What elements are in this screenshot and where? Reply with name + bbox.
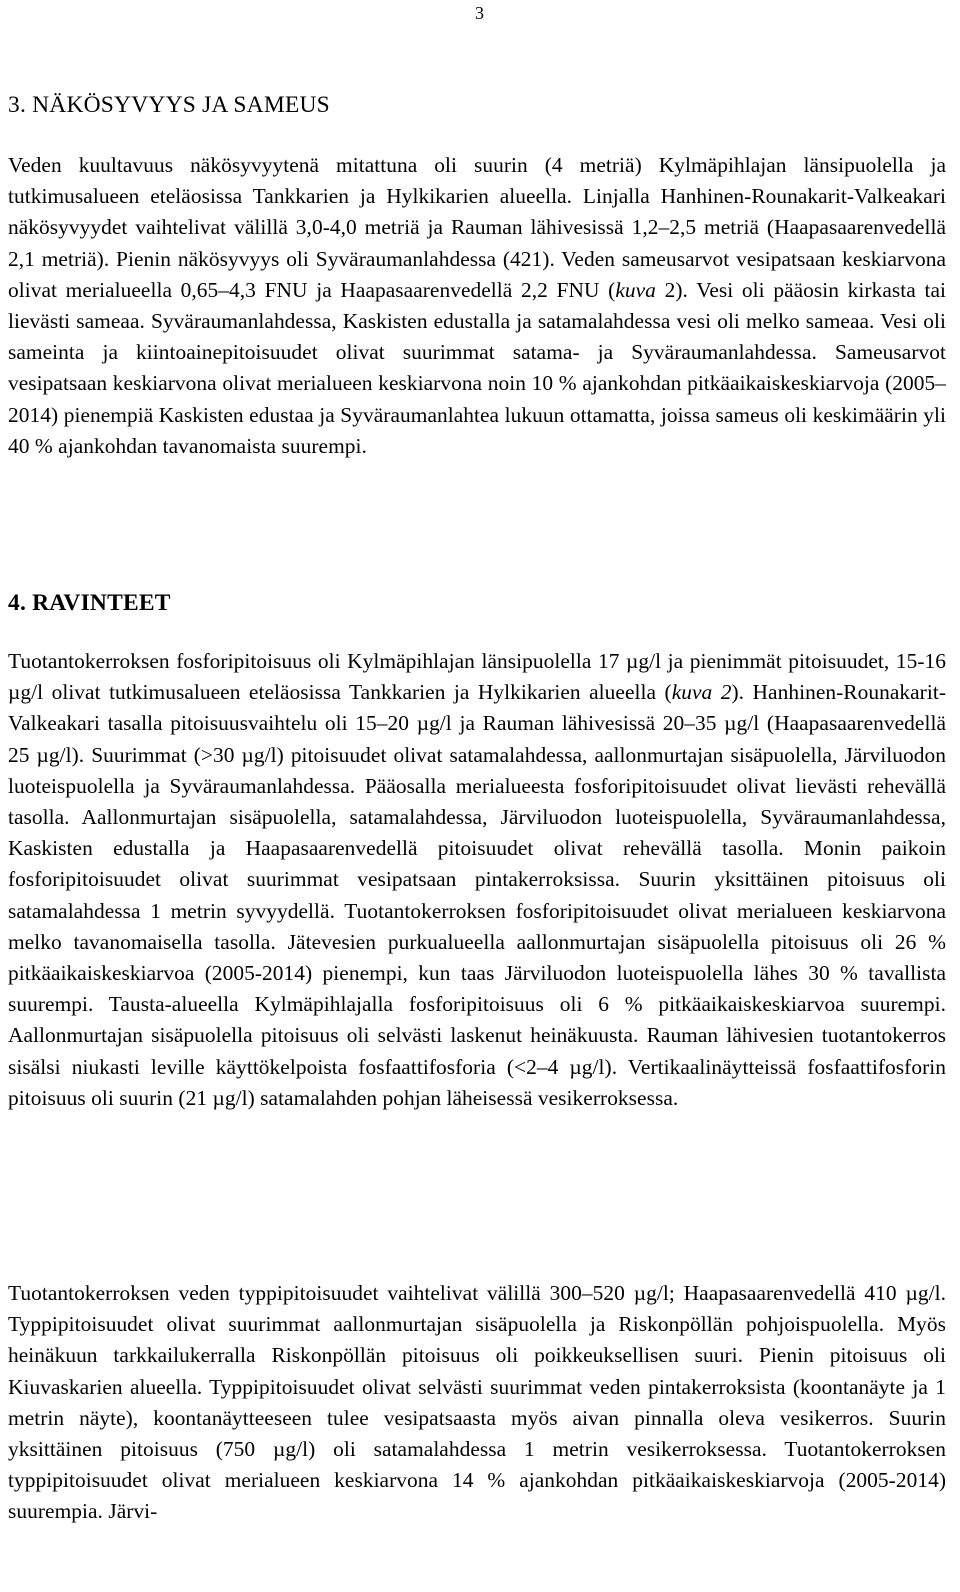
section-heading-ravinteet: 4. RAVINTEET xyxy=(8,590,171,616)
paragraph-text: ). Hanhinen-Rounakarit-Valkeakari tasalla pitoisuusvaihtelu oli 15–20 µg/l ja Rauman lähivesissä 20–35 µg/l (Haapasaarenvedellä 25 µg/l). Suurimmat (>30 µg/l) pitoisuudet olivat satamalahdessa, aallonmurtajan sisäpuolella, Järviluodon luoteispuolella ja Syväraumanlahdessa. Pääosalla merialueesta fosforipitoisuudet olivat lievästi rehevällä tasolla. Aallonmurtajan sisäpuolella, satamalahdessa, Järviluodon luoteispuolella, Syväraumanlahdessa, Kaskisten edustalla ja Haapasaarenvedellä pitoisuudet olivat rehevällä tasolla. Monin paikoin fosforipitoisuudet olivat suurimmat vesipatsaan pintakerroksissa. Suurin yksittäinen pitoisuus oli satamalahdessa 1 metrin syvyydellä. Tuotantokerroksen fosforipitoisuudet olivat merialueen keskiarvona melko tavanomaisella tasolla. Jätevesien purkualueella aallonmurtajan sisäpuolella pitoisuus oli 26 % pitkäaikaiskeskiarvoa (2005-2014) pienempi, kun taas Järviluodon luoteispuolella lähes 30 % tavallista suurempi. Tausta-alueella Kylmäpihlajalla fosforipitoisuus oli 6 % pitkäaikaiskeskiarvoa suurempi. Aallonmurtajan sisäpuolella pitoisuus oli selvästi laskenut heinäkuusta. Rauman lähivesien tuotantokerros sisälsi niukasti leville käyttökelpoista fosfaattifosforia (<2–4 µg/l). Vertikaalinäytteissä fosfaattifosforin pitoisuus oli suurin (21 µg/l) satamalahden pohjan läheisessä vesikerroksessa. xyxy=(8,680,946,1110)
figure-reference: kuva xyxy=(615,277,656,302)
document-page xyxy=(8,0,946,1592)
paragraph-typpi: Tuotantokerroksen veden typpipitoisuudet vaihtelivat välillä 300–520 µg/l; Haapasaarenvedellä 410 µg/l. Typpipitoisuudet olivat suurimmat aallonmurtajan sisäpuolella ja Riskonpöllän pohjoispuolella. Myös heinäkuun tarkkailukerralla Riskonpöllän pitoisuus oli poikkeuksellisen suuri. Pienin pitoisuus oli Kiuvaskarien alueella. Typpipitoisuudet olivat selvästi suurimmat veden pintakerroksista (koontanäyte ja 1 metrin näyte), koontanäytteeseen tulee vesipatsaasta myös aivan pinnalla oleva vesikerros. Suurin yksittäinen pitoisuus (750 µg/l) oli satamalahdessa 1 metrin vesikerroksessa. Tuotantokerroksen typpipitoisuudet olivat merialueen keskiarvona 14 % ajankohdan pitkäaikaiskeskiarvoja (2005-2014) suurempia. Järvi- xyxy=(8,1281,946,1524)
paragraph-text: Tuotantokerroksen fosforipitoisuus oli Kylmäpihlajan länsipuolella 17 µg/l ja pienimmät pitoisuudet, 15-16 µg/l olivat tutkimusalueen eteläosissa Tankkarien ja Hylkikarien alueella ( xyxy=(8,649,946,705)
paragraph-nakosyvyys xyxy=(8,150,946,462)
paragraph-text: 2). Vesi oli pääosin kirkasta tai lievästi sameaa. Syväraumanlahdessa, Kaskisten edustalla ja satamalahdessa vesi oli melko sameaa. Vesi oli sameinta ja kiintoainepitoisuudet olivat suurimmat satama- ja Syväraumanlahdessa. Sameusarvot vesipatsaan keskiarvona olivat merialueen keskiarvona noin 10 % ajankohdan pitkäaikaiskeskiarvoja (2005–2014) pienempiä Kaskisten edustaa ja Syväraumanlahtea lukuun ottamatta, joissa sameus oli keskimäärin yli 40 % ajankohdan tavanomaista suurempi. xyxy=(8,277,946,458)
figure-reference: kuva 2 xyxy=(671,680,732,705)
page-number: 3 xyxy=(475,3,484,23)
section-heading-nakosyvyys: 3. NÄKÖSYVYYS JA SAMEUS xyxy=(8,92,330,118)
paragraph-text: Veden kuultavuus näkösyvyytenä mitattuna oli suurin (4 metriä) Kylmäpihlajan länsipuolella ja tutkimusalueen eteläosissa Tankkarien ja Hylkikarien alueella. Linjalla Hanhinen-Rounakarit-Valkeakari näkösyvyydet vaihtelivat välillä 3,0-4,0 metriä ja Rauman lähivesissä 1,2–2,5 metriä (Haapasaarenvedellä 2,1 metriä). Pienin näkösyvyys oli Syväraumanlahdessa (421). Veden sameusarvot vesipatsaan keskiarvona olivat merialueella 0,65–4,3 FNU ja Haapasaarenvedellä 2,2 FNU ( xyxy=(8,153,946,302)
paragraph-fosfori xyxy=(8,646,946,1114)
